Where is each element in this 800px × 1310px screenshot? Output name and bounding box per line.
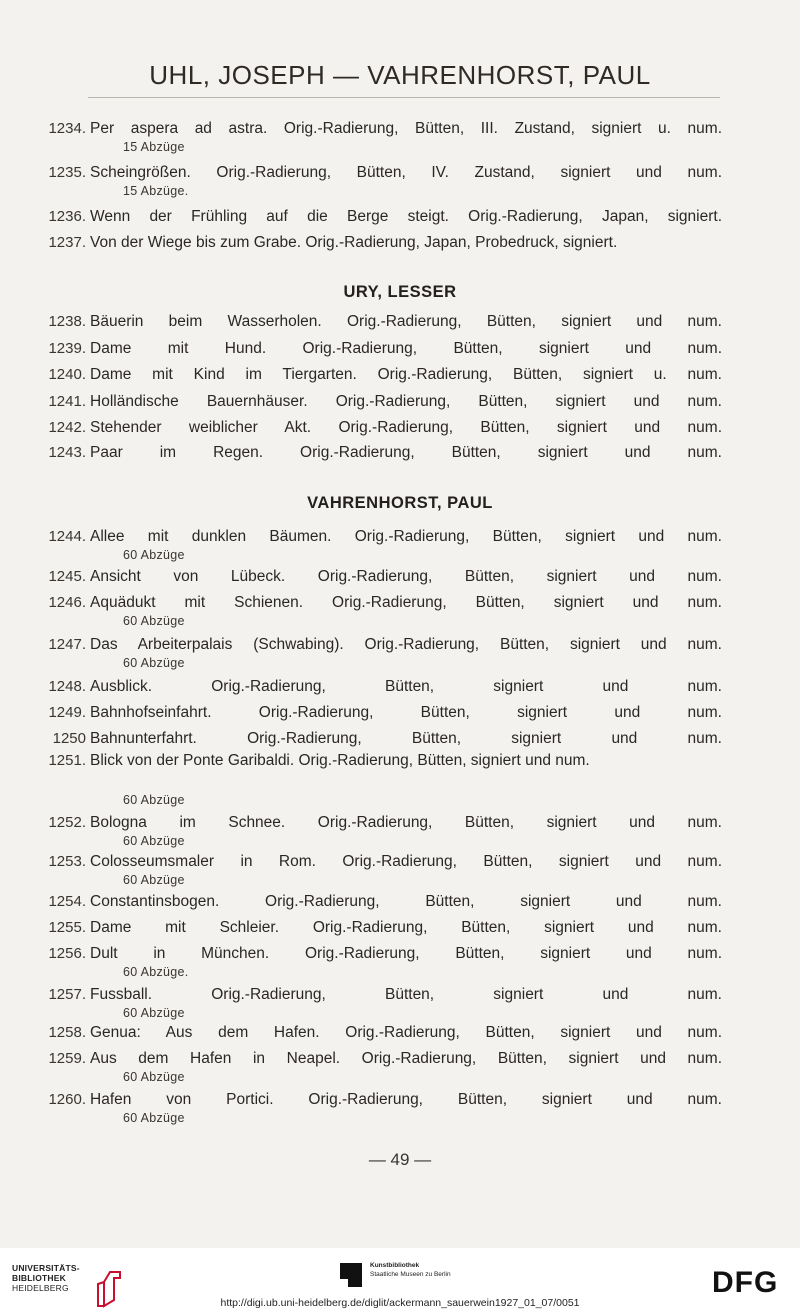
entry-editions: 60 Abzüge <box>123 614 185 628</box>
entry-text: Scheingrößen. Orig.-Radierung, Bütten, IV. Zustand, signiert und num. <box>90 164 722 181</box>
entry-text: Dame mit Schleier. Orig.-Radierung, Bütten, signiert und num. <box>90 919 722 936</box>
ub-logo-line2: BIBLIOTHEK <box>12 1273 66 1283</box>
entry-editions: 60 Abzüge <box>123 548 185 562</box>
entry-editions: 15 Abzüge. <box>123 184 189 198</box>
ub-logo-line3: HEIDELBERG <box>12 1283 69 1293</box>
entry-number: 1252. <box>48 814 86 831</box>
entry-editions: 60 Abzüge <box>123 873 185 887</box>
entry-number: 1254. <box>48 893 86 910</box>
entry-editions: 15 Abzüge <box>123 140 185 154</box>
entry-text: Hafen von Portici. Orig.-Radierung, Bütten, signiert und num. <box>90 1091 722 1108</box>
section-heading-ury: URY, LESSER <box>343 283 457 301</box>
entry-text: Per aspera ad astra. Orig.-Radierung, Bütten, III. Zustand, signiert u. num. <box>90 120 722 137</box>
entry-number: 1259. <box>48 1050 86 1067</box>
entry-text: Dame mit Kind im Tiergarten. Orig.-Radierung, Bütten, signiert u. num. <box>90 366 722 383</box>
entry-text: Aus dem Hafen in Neapel. Orig.-Radierung, Bütten, signiert und num. <box>90 1050 722 1067</box>
entry-number: 1243. <box>48 444 86 461</box>
entry-editions: 60 Abzüge <box>123 1006 185 1020</box>
entry-text: Von der Wiege bis zum Grabe. Orig.-Radierung, Japan, Probedruck, signiert. <box>90 234 618 251</box>
entry-text: Dame mit Hund. Orig.-Radierung, Bütten, signiert und num. <box>90 340 722 357</box>
entry-editions: 60 Abzüge <box>123 656 185 670</box>
digitization-footer <box>0 1248 800 1310</box>
entry-editions: 60 Abzüge <box>123 1070 185 1084</box>
entry-text: Colosseumsmaler in Rom. Orig.-Radierung, Bütten, signiert und num. <box>90 853 722 870</box>
entry-text: Bahnunterfahrt. Orig.-Radierung, Bütten, signiert und num. <box>90 730 722 747</box>
section-heading-vahrenhorst: VAHRENHORST, PAUL <box>307 494 493 512</box>
entry-text: Genua: Aus dem Hafen. Orig.-Radierung, Bütten, signiert und num. <box>90 1024 722 1041</box>
kb-line2: Staatliche Museen zu Berlin <box>370 1271 451 1278</box>
entry-text: Paar im Regen. Orig.-Radierung, Bütten, signiert und num. <box>90 444 722 461</box>
entry-editions: 60 Abzüge <box>123 834 185 848</box>
entry-text: Blick von der Ponte Garibaldi. Orig.-Radierung, Bütten, signiert und num. <box>90 752 590 769</box>
entry-number: 1241. <box>48 393 86 410</box>
entry-text: Bäuerin beim Wasserholen. Orig.-Radierung, Bütten, signiert und num. <box>90 313 722 330</box>
entry-number: 1258. <box>48 1024 86 1041</box>
entry-text: Allee mit dunklen Bäumen. Orig.-Radierung, Bütten, signiert und num. <box>90 528 722 545</box>
entry-editions: 60 Abzüge <box>123 793 185 807</box>
entry-number: 1257. <box>48 986 86 1003</box>
entry-text: Ausblick. Orig.-Radierung, Bütten, signiert und num. <box>90 678 722 695</box>
entry-text: Das Arbeiterpalais (Schwabing). Orig.-Radierung, Bütten, signiert und num. <box>90 636 722 653</box>
entry-editions: 60 Abzüge <box>123 1111 185 1125</box>
entry-number: 1253. <box>48 853 86 870</box>
kb-line1: Kunstbibliothek <box>370 1262 420 1269</box>
entry-number: 1240. <box>48 366 86 383</box>
dfg-text: DFG <box>712 1266 779 1296</box>
entry-text: Bologna im Schnee. Orig.-Radierung, Bütten, signiert und num. <box>90 814 722 831</box>
entry-text: Wenn der Frühling auf die Berge steigt. Orig.-Radierung, Japan, signiert. <box>90 208 722 225</box>
entry-number: 1260. <box>48 1091 86 1108</box>
entry-text: Aquädukt mit Schienen. Orig.-Radierung, Bütten, signiert und num. <box>90 594 722 611</box>
entry-number: 1247. <box>48 636 86 653</box>
entry-text: Constantinsbogen. Orig.-Radierung, Bütten, signiert und num. <box>90 893 722 910</box>
entry-number: 1250 <box>52 730 86 747</box>
entry-text: Bahnhofseinfahrt. Orig.-Radierung, Bütten, signiert und num. <box>90 704 722 721</box>
entry-text: Fussball. Orig.-Radierung, Bütten, signiert und num. <box>90 986 722 1003</box>
running-head: UHL, JOSEPH — VAHRENHORST, PAUL <box>149 60 651 90</box>
entry-number: 1245. <box>48 568 86 585</box>
entry-number: 1238. <box>48 313 86 330</box>
entry-number: 1244. <box>48 528 86 545</box>
entry-number: 1256. <box>48 945 86 962</box>
kunstbibliothek-logo[interactable] <box>340 1260 500 1290</box>
entry-number: 1242. <box>48 419 86 436</box>
entry-number: 1246. <box>48 594 86 611</box>
entry-text: Holländische Bauernhäuser. Orig.-Radierung, Bütten, signiert und num. <box>90 393 722 410</box>
entry-number: 1249. <box>48 704 86 721</box>
entry-number: 1235. <box>48 164 86 181</box>
dfg-logo[interactable] <box>712 1266 788 1296</box>
entry-number: 1237. <box>48 234 86 251</box>
entry-number: 1236. <box>48 208 86 225</box>
page-number: — 49 — <box>368 1150 432 1169</box>
entry-text: Ansicht von Lübeck. Orig.-Radierung, Bütten, signiert und num. <box>90 568 722 585</box>
entry-text: Stehender weiblicher Akt. Orig.-Radierung, Bütten, signiert und num. <box>90 419 722 436</box>
kunstbibliothek-mark-icon <box>340 1263 362 1287</box>
ub-logo-line1: UNIVERSITÄTS- <box>12 1263 80 1273</box>
entry-editions: 60 Abzüge. <box>123 965 189 979</box>
entry-number: 1239. <box>48 340 86 357</box>
entry-number: 1248. <box>48 678 86 695</box>
entry-number: 1255. <box>48 919 86 936</box>
entry-text: Dult in München. Orig.-Radierung, Bütten, signiert und num. <box>90 945 722 962</box>
entry-number: 1251. <box>48 752 86 769</box>
entry-number: 1234. <box>48 120 86 137</box>
permalink-url[interactable]: http://digi.ub.uni-heidelberg.de/diglit/ackermann_sauerwein1927_01_07/0051 <box>220 1297 580 1309</box>
